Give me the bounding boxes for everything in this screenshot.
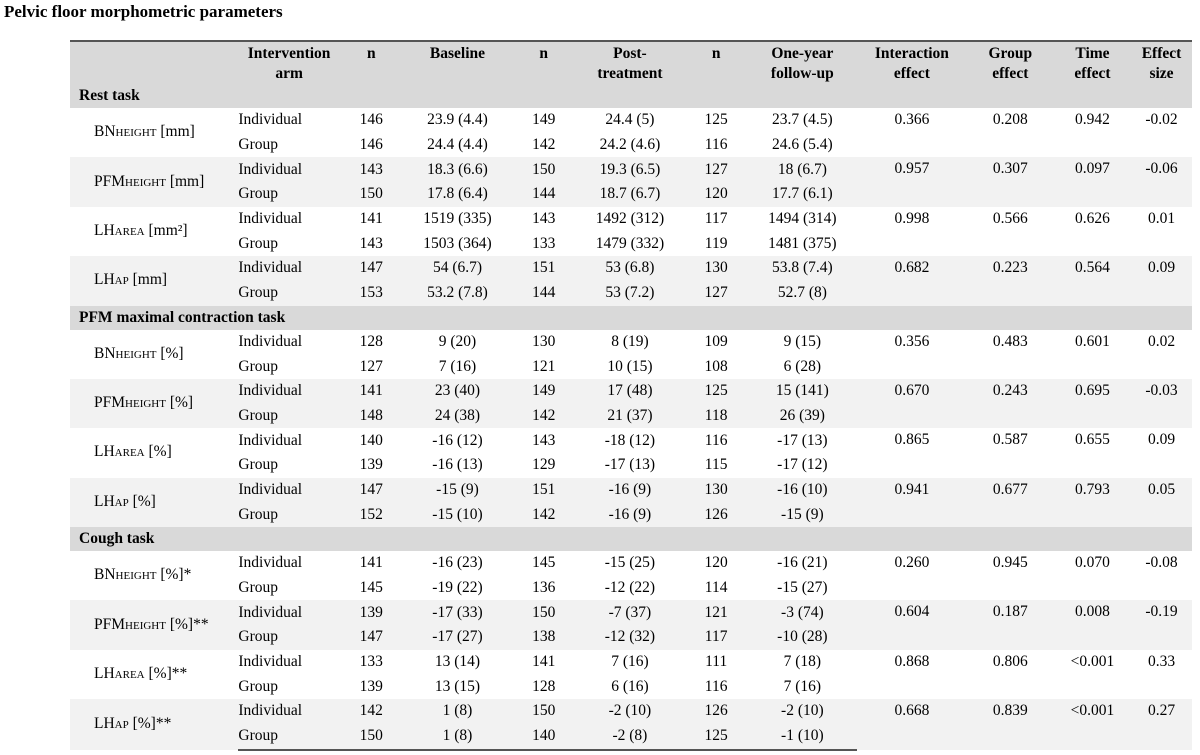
section-row <box>70 306 1192 330</box>
group-cell: 0.587 <box>992 431 1028 449</box>
n-baseline-cell: 147 <box>340 256 403 281</box>
group-cell: 0.677 <box>967 478 1054 527</box>
arm-cell: Individual <box>238 111 303 129</box>
baseline-cell: -16 (12) <box>432 431 483 449</box>
post-cell: -12 (32) <box>575 625 685 650</box>
followup-cell: 1494 (314) <box>768 210 837 228</box>
time-cell: <0.001 <box>1070 652 1115 670</box>
header-group: Group effect <box>967 41 1054 84</box>
n-baseline-cell: 147 <box>340 478 403 503</box>
n-baseline-cell: 148 <box>340 404 403 429</box>
parameter-label: PFMHEIGHT [%] <box>70 379 238 428</box>
section-row <box>70 527 1192 551</box>
interaction-cell: 0.868 <box>894 652 930 670</box>
effect-size-cell: -0.03 <box>1131 379 1192 428</box>
arm-cell: Individual <box>238 653 303 671</box>
table-row <box>70 330 1192 355</box>
effect-size-cell: -0.08 <box>1145 554 1178 571</box>
header-baseline: Baseline <box>403 41 513 84</box>
baseline-cell: 1 (8) <box>403 724 513 750</box>
n-followup-cell: 116 <box>704 136 728 154</box>
n-followup-cell: 109 <box>704 332 728 350</box>
followup-cell: -2 (10) <box>748 699 858 724</box>
n-baseline-cell: 147 <box>340 625 403 650</box>
parameter-label: BNHEIGHT [%]* <box>94 566 192 584</box>
n-baseline-cell: 139 <box>340 600 403 625</box>
arm-cell: Group <box>238 136 278 154</box>
time-cell: 0.793 <box>1054 478 1131 527</box>
n-post-cell: 143 <box>532 431 556 449</box>
section-row <box>70 84 1192 108</box>
n-followup-cell: 115 <box>704 456 728 474</box>
time-cell: 0.655 <box>1075 431 1110 449</box>
time-cell: 0.695 <box>1054 379 1131 428</box>
parameter-subscript: HEIGHT <box>115 127 157 140</box>
n-followup-cell: 121 <box>685 600 748 625</box>
post-cell: -7 (37) <box>575 600 685 625</box>
n-post-cell: 121 <box>532 357 556 375</box>
n-post-cell: 141 <box>532 653 556 671</box>
n-followup-cell: 125 <box>685 724 748 750</box>
post-cell: 53 (6.8) <box>575 256 685 281</box>
post-cell: 7 (16) <box>611 653 649 671</box>
n-followup-cell: 111 <box>705 653 728 671</box>
header-n-post: n <box>512 41 575 84</box>
n-followup-cell: 116 <box>704 431 728 449</box>
section-label: PFM maximal contraction task <box>70 306 1192 330</box>
arm-cell: Group <box>238 234 278 252</box>
arm-cell: Individual <box>238 157 339 182</box>
arm-cell: Group <box>238 502 339 527</box>
group-cell: 0.566 <box>992 209 1028 227</box>
followup-cell: 53.8 (7.4) <box>748 256 858 281</box>
arm-cell: Individual <box>238 256 339 281</box>
table-row <box>70 157 1192 182</box>
group-cell: 0.945 <box>992 554 1028 571</box>
effect-size-cell: 0.09 <box>1147 431 1176 449</box>
n-followup-cell: 117 <box>685 625 748 650</box>
header-n-followup: n <box>685 41 748 84</box>
post-cell: -18 (12) <box>604 431 656 449</box>
interaction-cell: 0.957 <box>857 157 967 206</box>
arm-cell: Group <box>238 625 339 650</box>
parameter-label: BNHEIGHT [%] <box>94 344 184 362</box>
n-followup-cell: 125 <box>685 379 748 404</box>
header-arm: Intervention arm <box>238 41 339 84</box>
followup-cell: 6 (28) <box>783 357 822 375</box>
n-post-cell: 140 <box>512 724 575 750</box>
post-cell: -16 (9) <box>575 478 685 503</box>
n-baseline-cell: 143 <box>340 157 403 182</box>
followup-cell: -17 (13) <box>777 431 828 449</box>
arm-cell: Individual <box>238 431 303 449</box>
n-baseline-cell: 141 <box>359 554 383 572</box>
n-baseline-cell: 146 <box>359 111 383 129</box>
followup-cell: 52.7 (8) <box>748 281 858 306</box>
n-post-cell: 151 <box>512 478 575 503</box>
post-cell: 17 (48) <box>575 379 685 404</box>
post-cell: -2 (10) <box>575 699 685 724</box>
baseline-cell: 17.8 (6.4) <box>403 182 513 207</box>
interaction-cell: 0.682 <box>857 256 967 305</box>
n-baseline-cell: 139 <box>359 456 383 474</box>
interaction-cell: 0.865 <box>894 431 930 449</box>
n-post-cell: 130 <box>532 332 556 350</box>
post-cell: -15 (25) <box>604 554 656 572</box>
post-cell: -12 (22) <box>604 579 656 597</box>
n-post-cell: 143 <box>532 210 556 228</box>
group-cell: 0.243 <box>967 379 1054 428</box>
table-row <box>70 699 1192 724</box>
baseline-cell: 1 (8) <box>403 699 513 724</box>
time-cell: 0.097 <box>1054 157 1131 206</box>
table-row <box>70 650 1192 675</box>
morphometric-table <box>70 40 1192 751</box>
post-cell: 53 (7.2) <box>575 281 685 306</box>
table-row <box>70 256 1192 281</box>
effect-size-cell: 0.05 <box>1131 478 1192 527</box>
header-post: Post- treatment <box>575 41 685 84</box>
followup-cell: -3 (74) <box>748 600 858 625</box>
header-followup: One-year follow-up <box>748 41 858 84</box>
baseline-cell: -16 (13) <box>432 456 483 474</box>
effect-size-cell: -0.19 <box>1131 600 1192 649</box>
post-cell: -16 (9) <box>575 502 685 527</box>
post-cell: 10 (15) <box>607 357 653 375</box>
n-baseline-cell: 140 <box>359 431 383 449</box>
effect-size-cell: -0.02 <box>1145 111 1178 128</box>
n-post-cell: 142 <box>512 502 575 527</box>
parameter-subscript: AP <box>114 496 129 509</box>
time-cell: 0.070 <box>1075 554 1110 571</box>
n-baseline-cell: 141 <box>340 379 403 404</box>
followup-cell: 9 (15) <box>783 332 822 350</box>
parameter-subscript: HEIGHT <box>125 619 166 632</box>
effect-size-cell: 0.33 <box>1147 652 1176 670</box>
parameter-label: LHAP [%]** <box>70 699 238 749</box>
n-baseline-cell: 150 <box>340 724 403 750</box>
n-baseline-cell: 143 <box>359 234 383 252</box>
followup-cell: -1 (10) <box>748 724 858 750</box>
baseline-cell: -15 (9) <box>403 478 513 503</box>
post-cell: 21 (37) <box>575 404 685 429</box>
n-post-cell: 128 <box>532 677 556 695</box>
group-cell: 0.307 <box>967 157 1054 206</box>
post-cell: 24.2 (4.6) <box>599 136 661 154</box>
time-cell: 0.564 <box>1054 256 1131 305</box>
n-post-cell: 150 <box>512 699 575 724</box>
n-post-cell: 142 <box>532 136 556 154</box>
parameter-subscript: AP <box>114 275 129 288</box>
section-label: Rest task <box>70 84 1192 108</box>
followup-cell: 26 (39) <box>748 404 858 429</box>
baseline-cell: 53.2 (7.8) <box>403 281 513 306</box>
n-followup-cell: 127 <box>685 157 748 182</box>
followup-cell: -15 (27) <box>777 579 828 597</box>
header-interaction: Interaction effect <box>857 41 967 84</box>
table-row <box>70 551 1192 576</box>
group-cell: 0.806 <box>992 652 1028 670</box>
parameter-subscript: HEIGHT <box>125 398 166 411</box>
time-cell: 0.008 <box>1054 600 1131 649</box>
post-cell: 18.7 (6.7) <box>575 182 685 207</box>
header-time: Time effect <box>1054 41 1131 84</box>
n-followup-cell: 118 <box>685 404 748 429</box>
n-baseline-cell: 141 <box>359 210 383 228</box>
followup-cell: -17 (12) <box>777 456 828 474</box>
group-cell: 0.223 <box>967 256 1054 305</box>
n-followup-cell: 125 <box>704 111 728 129</box>
n-baseline-cell: 150 <box>340 182 403 207</box>
baseline-cell: 1503 (364) <box>423 234 492 252</box>
parameter-subscript: AREA <box>114 447 145 460</box>
parameter-subscript: HEIGHT <box>115 570 157 583</box>
table-row <box>70 600 1192 625</box>
arm-cell: Individual <box>238 379 339 404</box>
header-n-baseline: n <box>340 41 403 84</box>
section-label: Cough task <box>70 527 1192 551</box>
baseline-cell: 24 (38) <box>403 404 513 429</box>
arm-cell: Group <box>238 182 339 207</box>
table-row <box>70 478 1192 503</box>
followup-cell: 1481 (375) <box>768 234 837 252</box>
baseline-cell: 54 (6.7) <box>403 256 513 281</box>
parameter-label: PFMHEIGHT [%]** <box>70 600 238 649</box>
interaction-cell: 0.668 <box>857 699 967 749</box>
n-followup-cell: 117 <box>704 210 728 228</box>
header-effect-size: Effect size <box>1131 41 1192 84</box>
n-followup-cell: 130 <box>685 478 748 503</box>
arm-cell: Group <box>238 677 278 695</box>
followup-cell: 17.7 (6.1) <box>748 182 858 207</box>
arm-cell: Individual <box>238 332 303 350</box>
parameter-subscript: HEIGHT <box>115 348 157 361</box>
table-body <box>70 84 1192 750</box>
followup-cell: -10 (28) <box>748 625 858 650</box>
arm-cell: Individual <box>238 699 339 724</box>
parameter-label: LHAP [mm] <box>70 256 238 305</box>
n-post-cell: 149 <box>532 111 556 129</box>
effect-size-cell: 0.09 <box>1131 256 1192 305</box>
post-cell: -17 (13) <box>604 456 656 474</box>
effect-size-cell: -0.06 <box>1131 157 1192 206</box>
n-followup-cell: 127 <box>685 281 748 306</box>
parameter-label: LHAREA [%]** <box>94 664 188 682</box>
arm-cell: Individual <box>238 210 303 228</box>
baseline-cell: 1519 (335) <box>423 210 492 228</box>
n-post-cell: 144 <box>512 281 575 306</box>
n-followup-cell: 120 <box>685 182 748 207</box>
header-empty <box>70 41 238 84</box>
followup-cell: 7 (18) <box>783 653 822 671</box>
n-baseline-cell: 146 <box>359 136 383 154</box>
interaction-cell: 0.366 <box>894 111 930 128</box>
followup-cell: 18 (6.7) <box>748 157 858 182</box>
n-followup-cell: 119 <box>704 234 728 252</box>
effect-size-cell: 0.02 <box>1147 332 1176 350</box>
followup-cell: 15 (141) <box>748 379 858 404</box>
n-post-cell: 144 <box>512 182 575 207</box>
n-baseline-cell: 145 <box>359 579 383 597</box>
group-cell: 0.839 <box>967 699 1054 749</box>
n-baseline-cell: 139 <box>359 677 383 695</box>
parameter-label: PFMHEIGHT [mm] <box>70 157 238 206</box>
arm-cell: Individual <box>238 600 339 625</box>
table-row <box>70 207 1192 232</box>
post-cell: 1479 (332) <box>595 234 665 252</box>
group-cell: 0.208 <box>992 111 1028 128</box>
n-post-cell: 133 <box>532 234 556 252</box>
arm-cell: Group <box>238 579 278 597</box>
followup-cell: -16 (10) <box>748 478 858 503</box>
n-followup-cell: 114 <box>704 579 728 597</box>
followup-cell: -15 (9) <box>748 502 858 527</box>
effect-size-cell: 0.27 <box>1131 699 1192 749</box>
n-post-cell: 151 <box>512 256 575 281</box>
n-baseline-cell: 133 <box>359 653 383 671</box>
arm-cell: Group <box>238 456 278 474</box>
n-followup-cell: 116 <box>704 677 728 695</box>
n-baseline-cell: 142 <box>340 699 403 724</box>
interaction-cell: 0.941 <box>857 478 967 527</box>
arm-cell: Group <box>238 281 339 306</box>
n-baseline-cell: 127 <box>359 357 383 375</box>
interaction-cell: 0.998 <box>894 209 930 227</box>
parameter-label: LHAREA [mm²] <box>94 221 188 239</box>
interaction-cell: 0.260 <box>894 554 930 571</box>
followup-cell: 7 (16) <box>783 677 822 695</box>
arm-cell: Individual <box>238 554 303 572</box>
baseline-cell: -16 (23) <box>432 554 483 572</box>
effect-size-cell: 0.01 <box>1147 209 1176 227</box>
n-post-cell: 149 <box>512 379 575 404</box>
parameter-subscript: HEIGHT <box>125 176 166 189</box>
arm-cell: Individual <box>238 478 339 503</box>
arm-cell: Group <box>238 357 278 375</box>
n-followup-cell: 108 <box>704 357 728 375</box>
parameter-subscript: AREA <box>114 668 145 681</box>
baseline-cell: 18.3 (6.6) <box>403 157 513 182</box>
n-post-cell: 150 <box>512 157 575 182</box>
post-cell: 19.3 (6.5) <box>575 157 685 182</box>
post-cell: 1492 (312) <box>595 210 665 228</box>
page-title: Pelvic floor morphometric parameters <box>4 2 283 21</box>
n-followup-cell: 126 <box>685 699 748 724</box>
parameter-label: LHAP [%] <box>70 478 238 527</box>
table-row <box>70 428 1192 453</box>
post-cell: 6 (16) <box>611 677 649 695</box>
baseline-cell: 13 (14) <box>434 653 481 671</box>
baseline-cell: 9 (20) <box>438 332 477 350</box>
time-cell: 0.942 <box>1075 111 1110 128</box>
parameter-label: BNHEIGHT [mm] <box>94 123 195 141</box>
arm-cell: Group <box>238 404 339 429</box>
arm-cell: Group <box>238 724 339 750</box>
group-cell: 0.187 <box>967 600 1054 649</box>
baseline-cell: -15 (10) <box>403 502 513 527</box>
post-cell: -2 (8) <box>575 724 685 750</box>
interaction-cell: 0.670 <box>857 379 967 428</box>
n-baseline-cell: 128 <box>359 332 383 350</box>
followup-cell: 23.7 (4.5) <box>772 111 833 129</box>
baseline-cell: 13 (15) <box>434 677 481 695</box>
interaction-cell: 0.356 <box>894 332 930 350</box>
time-cell: <0.001 <box>1054 699 1131 749</box>
n-post-cell: 136 <box>532 579 556 597</box>
n-post-cell: 138 <box>512 625 575 650</box>
parameter-subscript: AREA <box>114 225 145 238</box>
n-baseline-cell: 152 <box>340 502 403 527</box>
table-row <box>70 379 1192 404</box>
baseline-cell: -17 (33) <box>403 600 513 625</box>
n-baseline-cell: 153 <box>340 281 403 306</box>
baseline-cell: 24.4 (4.4) <box>427 136 488 154</box>
followup-cell: 24.6 (5.4) <box>772 136 833 154</box>
interaction-cell: 0.604 <box>857 600 967 649</box>
n-followup-cell: 130 <box>685 256 748 281</box>
baseline-cell: -17 (27) <box>403 625 513 650</box>
n-followup-cell: 120 <box>704 554 728 572</box>
baseline-cell: 7 (16) <box>438 357 477 375</box>
group-cell: 0.483 <box>992 332 1028 350</box>
n-post-cell: 129 <box>532 456 556 474</box>
post-cell: 8 (19) <box>611 332 649 350</box>
baseline-cell: -19 (22) <box>432 579 483 597</box>
time-cell: 0.601 <box>1075 332 1110 350</box>
time-cell: 0.626 <box>1075 209 1110 227</box>
baseline-cell: 23 (40) <box>403 379 513 404</box>
n-followup-cell: 126 <box>685 502 748 527</box>
n-post-cell: 145 <box>532 554 556 572</box>
table-header <box>70 41 1192 84</box>
table-row <box>70 108 1192 133</box>
baseline-cell: 23.9 (4.4) <box>427 111 488 129</box>
parameter-label: LHAREA [%] <box>94 443 172 461</box>
n-post-cell: 150 <box>512 600 575 625</box>
followup-cell: -16 (21) <box>777 554 828 572</box>
parameter-subscript: AP <box>114 718 129 731</box>
post-cell: 24.4 (5) <box>605 111 655 129</box>
n-post-cell: 142 <box>512 404 575 429</box>
